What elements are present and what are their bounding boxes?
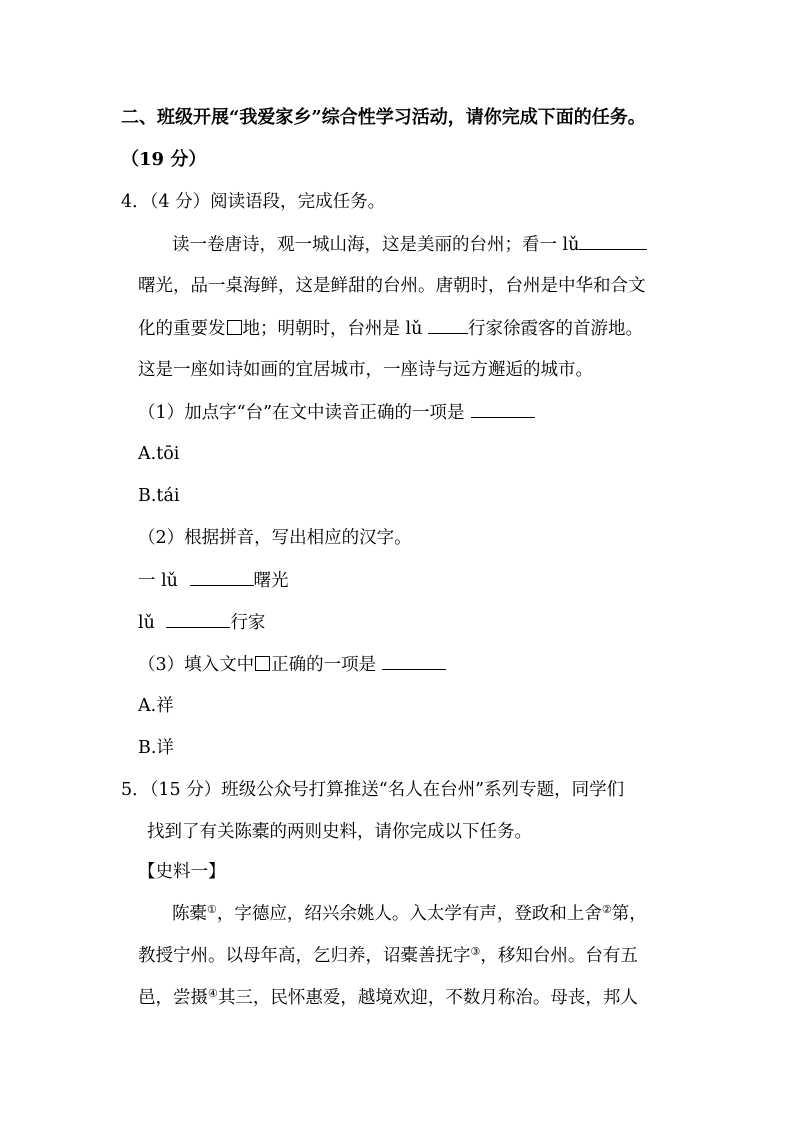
q4-sub2-item-1-suffix: 曙光: [253, 571, 289, 591]
material-line-2-text-a: 教授宁州。以母年高，乞归养，诏橐善抚字: [138, 946, 471, 966]
material-line-3-text-b: 其三，民怀惠爱，越境欢迎，不数月称治。母丧，邦人: [217, 988, 638, 1008]
material-line-3-text-a: 邑，尝摄: [138, 988, 208, 1008]
q4-sub2-item-2-suffix: 行家: [230, 613, 266, 633]
q4-passage-line-4: [138, 359, 593, 381]
q4-passage-line-2-text: 曙光，品一桌海鲜，这是鲜甜的台州。唐朝时，台州是中华和合文: [138, 276, 646, 296]
q4-sub-question-2: [138, 527, 412, 549]
answer-blank: [166, 611, 230, 628]
question-5-stem-line-1: [121, 779, 624, 801]
q4-sub1-option-a-text: A.tōi: [138, 444, 180, 464]
material-line-2: [138, 945, 638, 967]
q4-sub-question-3: [138, 653, 446, 676]
q4-sub2-item-1-prefix: 一 lǔ: [138, 571, 184, 591]
question-4-stem: [121, 191, 385, 213]
question-5-stem-line-2-text: 找到了有关陈橐的两则史料，请你完成以下任务。: [147, 822, 532, 842]
answer-blank: [382, 653, 446, 670]
answer-blank: [428, 317, 468, 334]
q4-sub-question-3-prefix: （3）填入文中: [138, 655, 255, 675]
q4-passage-line-4-text: 这是一座如诗如画的宜居城市，一座诗与远方邂逅的城市。: [138, 360, 593, 380]
q4-sub3-option-a-text: A.祥: [138, 696, 174, 716]
q4-sub3-option-b-text: B.详: [138, 738, 174, 758]
material-title: [138, 861, 226, 883]
q4-sub-question-1-text: （1）加点字“台”在文中读音正确的一项是: [138, 403, 465, 423]
q4-sub-question-3-suffix: 正确的一项是: [271, 655, 377, 675]
material-line-2-text-b: ，移知台州。台有五: [480, 946, 638, 966]
q4-sub3-option-a: [138, 695, 174, 717]
material-line-3: [138, 987, 638, 1009]
answer-blank: [471, 401, 535, 418]
q4-sub2-item-2-prefix: lǔ: [138, 613, 161, 633]
material-title-text: 【史料一】: [138, 862, 226, 882]
answer-blank: [190, 569, 254, 586]
answer-blank: [579, 233, 647, 250]
q4-passage-line-3: [138, 317, 643, 340]
q4-passage-line-3-text-a: 化的重要发: [138, 319, 226, 339]
q4-passage-line-2: [138, 275, 646, 297]
question-4-stem-text: 4．（4 分）阅读语段，完成任务。: [121, 192, 386, 212]
q4-sub2-item-2: [138, 611, 265, 634]
q4-sub2-item-1: [138, 569, 289, 592]
section-score: [121, 149, 206, 171]
footnote-marker: ②: [601, 903, 612, 916]
section-heading-text: 二、班级开展“我爱家乡”综合性学习活动，请你完成下面的任务。: [121, 107, 646, 128]
q4-sub1-option-b-text: B.tái: [138, 486, 180, 506]
section-score-text: （19 分）: [121, 149, 207, 170]
fill-in-box: [255, 656, 270, 671]
q4-sub-question-1: [138, 401, 535, 424]
material-line-1: [172, 903, 647, 925]
material-line-1-text-b: ，字德应，绍兴余姚人。入太学有声，登政和上舍: [216, 904, 602, 924]
fill-in-box: [227, 320, 242, 335]
footnote-marker: ③: [470, 945, 481, 958]
section-heading: [121, 107, 646, 129]
material-line-1-text-a: 陈橐: [172, 904, 207, 924]
footnote-marker: ①: [207, 903, 217, 916]
q4-sub3-option-b: [138, 737, 174, 759]
q4-sub1-option-b: [138, 485, 180, 507]
q4-passage-line-3-text-c: 行家徐霞客的首游地。: [468, 319, 643, 339]
question-5-stem-line-1-text: 5．（15 分）班级公众号打算推送“名人在台州”系列专题，同学们: [121, 780, 625, 800]
q4-passage-line-1: [172, 233, 647, 256]
question-5-stem-line-2: [147, 821, 532, 843]
material-line-1-text-c: 第，: [611, 904, 647, 924]
footnote-marker: ④: [208, 987, 218, 1000]
q4-passage-line-3-text-b: 地；明朝时，台州是 lǔ: [242, 319, 428, 339]
q4-passage-line-1-text: 读一卷唐诗，观一城山海，这是美丽的台州；看一 lǔ: [172, 235, 580, 255]
q4-sub1-option-a: [138, 443, 179, 465]
q4-sub-question-2-text: （2）根据拼音，写出相应的汉字。: [138, 528, 412, 548]
